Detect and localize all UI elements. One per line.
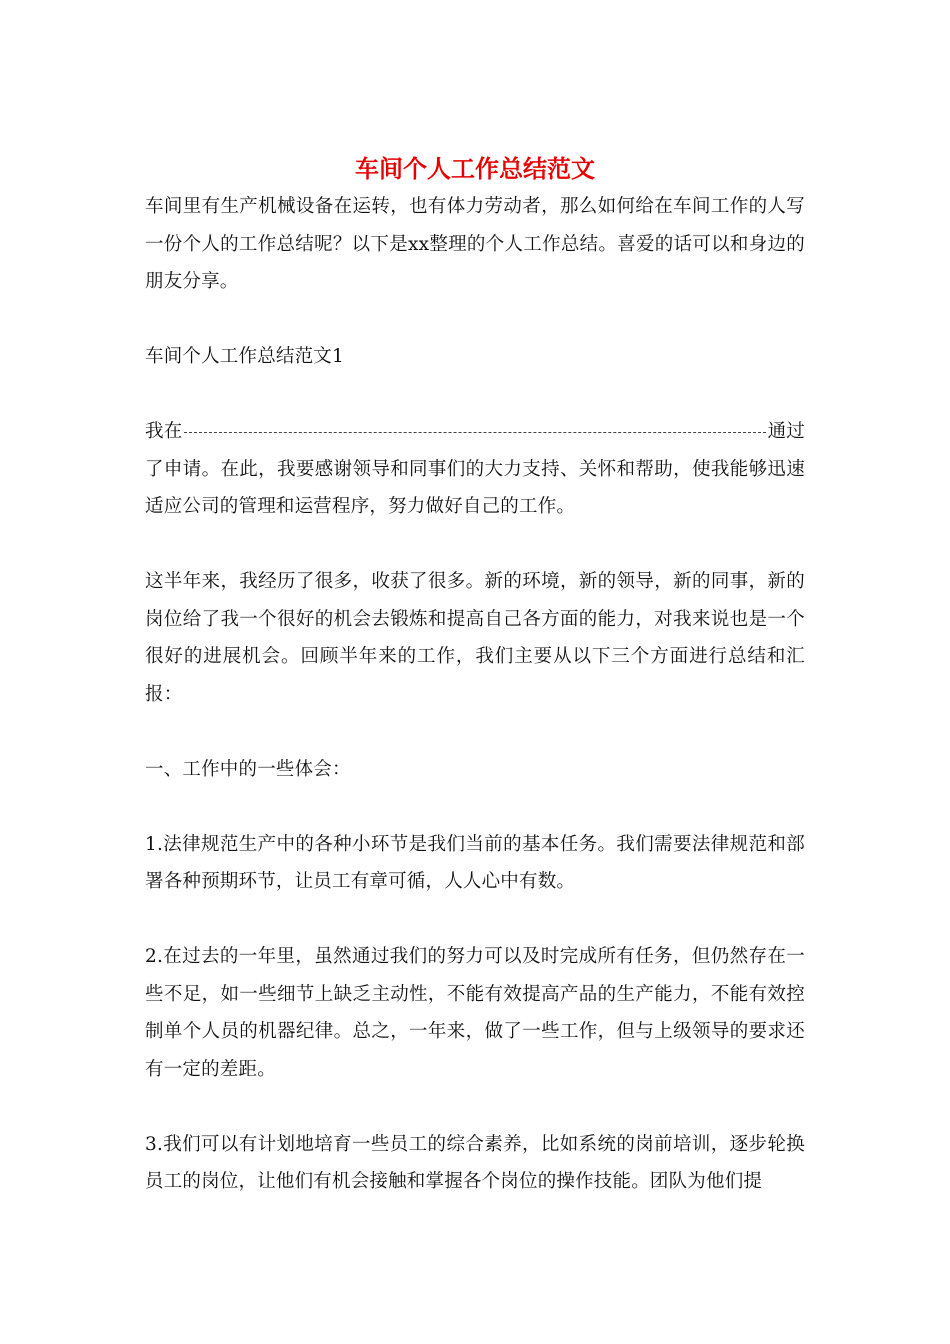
half-year-paragraph: 这半年来，我经历了很多，收获了很多。新的环境，新的领导，新的同事，新的岗位给了我一个很好的机会去锻炼和提高自己各方面的能力，对我来说也是一个很好的进展机会。回顾半年来的工作，我们主要从以下三个方面进行总结和汇报： [145, 571, 805, 705]
subheading: 一、工作中的一些体会： [145, 758, 351, 780]
section-heading: 车间个人工作总结范文1 [145, 346, 344, 367]
paragraph-gap [145, 376, 805, 414]
paragraph-gap [145, 901, 805, 939]
fill-in-prefix: 我在 [145, 421, 183, 442]
paragraph-gap [145, 788, 805, 826]
document-page [145, 150, 805, 1201]
intro-paragraph: 车间里有生产机械设备在运转，也有体力劳动者，那么如何给在车间工作的人写一份个人的工作总结呢？以下是xx整理的个人工作总结。喜爱的话可以和身边的朋友分享。 [145, 196, 805, 292]
fill-in-blank [184, 432, 765, 433]
fill-in-suffix: 通过 [767, 421, 805, 442]
paragraph-gap [145, 713, 805, 751]
item-1-paragraph: 1.法律规范生产中的各种小环节是我们当前的基本任务。我们需要法律规范和部署各种预期环节，让员工有章可循，人人心中有数。 [145, 833, 805, 892]
paragraph-gap [145, 301, 805, 339]
document-title: 车间个人工作总结范文 [355, 154, 595, 183]
item-3-paragraph: 3.我们可以有计划地培育一些员工的综合素养，比如系统的岗前培训，逐步轮换员工的岗位，让他们有机会接触和掌握各个岗位的操作技能。团队为他们提 [145, 1133, 805, 1192]
continuation-paragraph: 了申请。在此，我要感谢领导和同事们的大力支持、关怀和帮助，使我能够迅速适应公司的管理和运营程序，努力做好自己的工作。 [145, 458, 805, 517]
fill-in-line [145, 413, 805, 451]
paragraph-gap [145, 1088, 805, 1126]
item-2-paragraph: 2.在过去的一年里，虽然通过我们的努力可以及时完成所有任务，但仍然存在一些不足，如一些细节上缺乏主动性，不能有效提高产品的生产能力，不能有效控制单个人员的机器纪律。总之，一年来，做了一些工作，但与上级领导的要求还有一定的差距。 [145, 946, 805, 1080]
paragraph-gap [145, 526, 805, 564]
